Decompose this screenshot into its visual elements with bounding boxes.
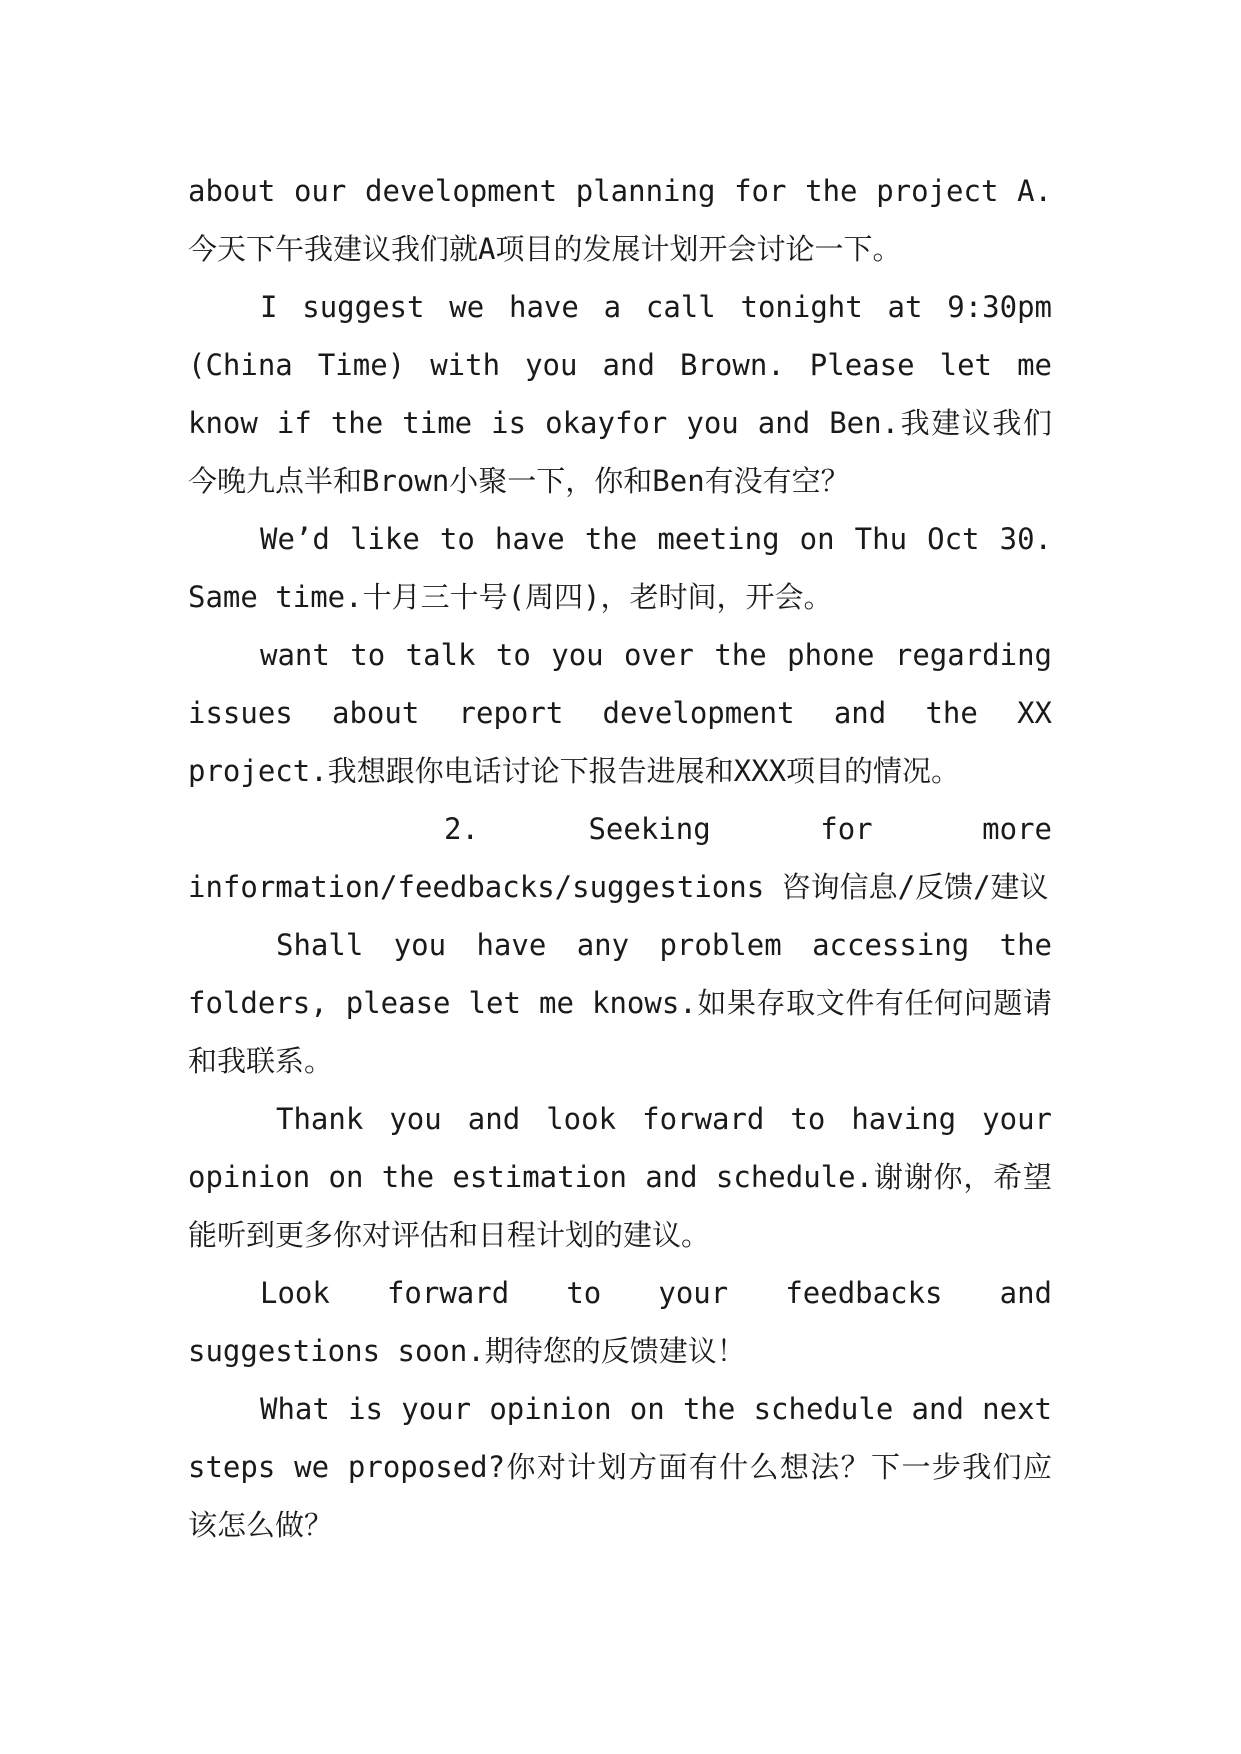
paragraph-meeting-intro: about our development planning for the project A.今天下午我建议我们就A项目的发展计划开会讨论一下。 bbox=[188, 174, 1052, 266]
paragraph-call-suggestion: I suggest we have a call tonight at 9:30pm (China Time) with you and Brown. Please let me know if the time is okayfor you and Ben.我建议我们今晚九点半和Brown小聚一下，你和Ben有没有空？ bbox=[188, 290, 1052, 498]
paragraph-opinion-question: What is your opinion on the schedule and next steps we proposed?你对计划方面有什么想法？下一步我们应该怎么做？ bbox=[188, 1392, 1052, 1542]
paragraph-folder-access: Shall you have any problem accessing the folders, please let me knows.如果存取文件有任何问题请和我联系。 bbox=[188, 928, 1052, 1078]
paragraph-phone-discussion: want to talk to you over the phone regarding issues about report development and the XX project.我想跟你电话讨论下报告进展和XXX项目的情况。 bbox=[188, 638, 1052, 788]
paragraph-thank-you: Thank you and look forward to having your opinion on the estimation and schedule.谢谢你，希望能听到更多你对评估和日程计划的建议。 bbox=[188, 1102, 1052, 1252]
section-heading-seeking-info: 2. Seeking for more information/feedbacks/suggestions 咨询信息/反馈/建议 bbox=[188, 812, 1052, 904]
paragraph-meeting-date: We’d like to have the meeting on Thu Oct 30. Same time.十月三十号(周四)，老时间，开会。 bbox=[188, 522, 1052, 614]
document-body bbox=[188, 162, 1052, 1554]
paragraph-look-forward: Look forward to your feedbacks and suggestions soon.期待您的反馈建议！ bbox=[188, 1276, 1052, 1368]
